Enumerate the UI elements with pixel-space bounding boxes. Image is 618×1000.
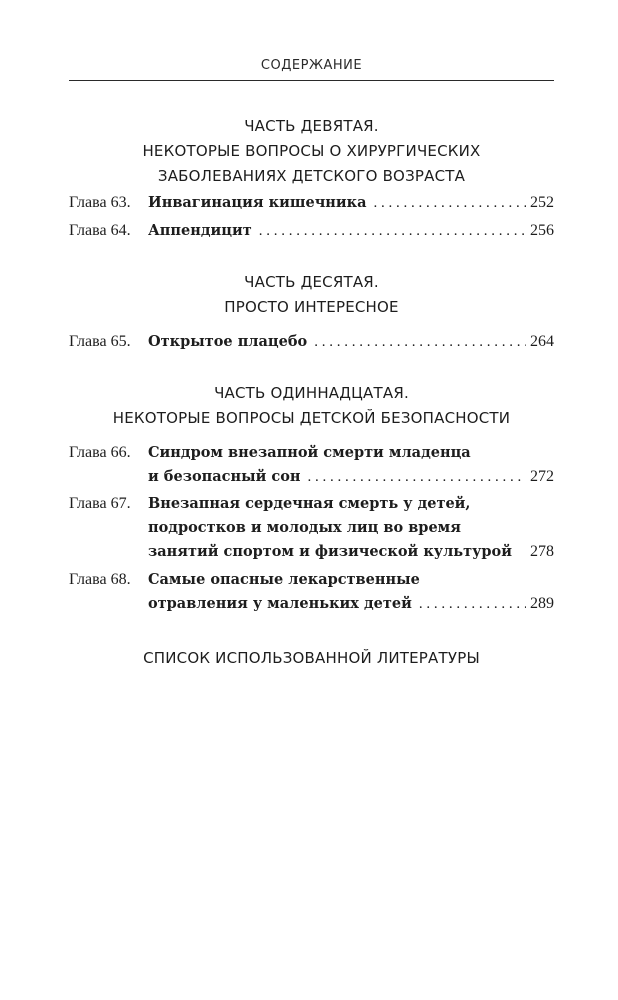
toc-entry-chapter-67[interactable]: [69, 492, 554, 564]
chapter-label: Глава 67.: [69, 495, 131, 512]
chapter-title: Самые опасные лекарственные: [148, 571, 420, 588]
part-heading-line: ЧАСТЬ ДЕСЯТАЯ.: [244, 273, 379, 291]
dot-leader: [308, 465, 526, 489]
toc-entry-chapter-65[interactable]: [69, 330, 554, 354]
page-number: 278: [530, 543, 554, 560]
chapter-label: Глава 63.: [69, 194, 131, 211]
chapter-title: Открытое плацебо: [148, 333, 308, 350]
chapter-title: Инвагинация кишечника: [148, 194, 367, 211]
part-heading-line: ЧАСТЬ ОДИННАДЦАТАЯ.: [214, 384, 409, 402]
bibliography-heading[interactable]: СПИСОК ИСПОЛЬЗОВАННОЙ ЛИТЕРАТУРЫ: [143, 649, 480, 667]
chapter-title: и безопасный сон: [148, 468, 301, 485]
part-heading-9: [69, 114, 554, 189]
chapter-title: отравления у маленьких детей: [148, 595, 412, 612]
header-rule: [69, 80, 554, 81]
running-header: СОДЕРЖАНИЕ: [260, 58, 363, 73]
chapter-title: Аппендицит: [148, 222, 252, 239]
dot-leader: [419, 592, 526, 616]
chapter-label: Глава 64.: [69, 222, 131, 239]
page-number: 264: [530, 333, 554, 350]
part-heading-line: ЗАБОЛЕВАНИЯХ ДЕТСКОГО ВОЗРАСТА: [157, 167, 466, 185]
chapter-title: Синдром внезапной смерти младенца: [148, 444, 471, 461]
part-heading-line: НЕКОТОРЫЕ ВОПРОСЫ ДЕТСКОЙ БЕЗОПАСНОСТИ: [112, 409, 511, 427]
part-heading-10: [69, 270, 554, 320]
dot-leader: [374, 191, 526, 215]
page-number: 289: [530, 595, 554, 612]
toc-entry-chapter-66[interactable]: [69, 441, 554, 489]
chapter-label: Глава 66.: [69, 444, 131, 461]
dot-leader: [259, 219, 526, 243]
page-number: 256: [530, 222, 554, 239]
toc-entry-chapter-68[interactable]: [69, 568, 554, 616]
page-number: 272: [530, 468, 554, 485]
chapter-title: занятий спортом и физической культурой: [148, 543, 512, 560]
chapter-label: Глава 65.: [69, 333, 131, 350]
part-heading-11: [69, 381, 554, 431]
toc-entry-chapter-64[interactable]: [69, 219, 554, 243]
toc-entry-chapter-63[interactable]: [69, 191, 554, 215]
part-heading-line: ПРОСТО ИНТЕРЕСНОЕ: [224, 298, 399, 316]
part-heading-line: НЕКОТОРЫЕ ВОПРОСЫ О ХИРУРГИЧЕСКИХ: [142, 142, 481, 160]
dot-leader: [314, 330, 526, 354]
chapter-label: Глава 68.: [69, 571, 131, 588]
chapter-title: Внезапная сердечная смерть у детей,: [148, 495, 471, 512]
part-heading-line: ЧАСТЬ ДЕВЯТАЯ.: [244, 117, 379, 135]
page-number: 252: [530, 194, 554, 211]
chapter-title: подростков и молодых лиц во время: [148, 519, 461, 536]
